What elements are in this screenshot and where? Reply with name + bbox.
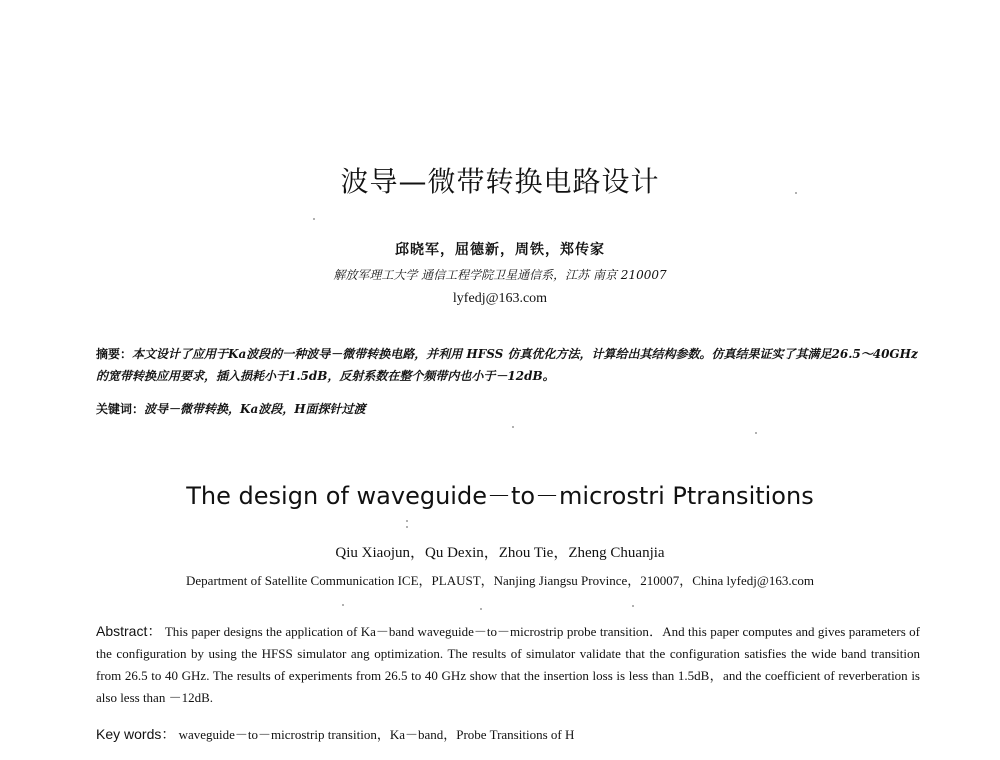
english-abstract-text: This paper designs the application of Ka－band waveguide－to－microstrip probe transition．And this paper computes and gives parameters of the configuration by using the HFSS simulator ang optimization. The results of simulator validate that the configuration satisfies the wide band transition from 26.5 to 40 GHz. The results of experiments from 26.5 to 40 GHz show that the insertion loss is less than 1.5dB，and the coefficient of reverberation is also less than －12dB. <box>96 624 920 705</box>
scan-speck <box>406 520 408 522</box>
english-keywords-label: Key words： <box>96 726 176 742</box>
scan-speck <box>313 218 315 220</box>
english-keywords <box>96 723 920 746</box>
chinese-keywords-text: 波导－微带转换，Ka波段，H面探针过渡 <box>144 402 366 416</box>
scan-speck <box>632 605 634 607</box>
chinese-keywords <box>96 398 924 420</box>
english-title: The design of waveguide－to－microstri Ptransitions <box>186 482 814 510</box>
chinese-abstract-text: 本文设计了应用于Ka波段的一种波导－微带转换电路，并利用 HFSS 仿真优化方法，计算给出其结构参数。仿真结果证实了其满足26.5～40GHz的宽带转换应用要求，插入损耗小于1.5dB，反射系数在整个频带内也小于－12dB。 <box>96 347 918 383</box>
english-abstract-label: Abstract： <box>96 623 162 639</box>
english-affiliation: Department of Satellite Communication ICE，PLAUST，Nanjing Jiangsu Province，210007，China lyfedj@163.com <box>186 573 814 588</box>
chinese-email: lyfedj@163.com <box>452 291 548 306</box>
scan-speck <box>480 608 482 610</box>
chinese-affiliation: 解放军理工大学 通信工程学院卫星通信系，江苏 南京 210007 <box>333 268 667 282</box>
scan-speck <box>512 426 514 428</box>
scan-speck <box>342 604 344 606</box>
chinese-abstract <box>96 343 924 387</box>
english-authors: Qiu Xiaojun，Qu Dexin，Zhou Tie，Zheng Chuanjia <box>335 545 665 561</box>
chinese-abstract-label: 摘要： <box>96 347 133 361</box>
scan-speck <box>795 192 797 194</box>
english-keywords-text: waveguide－to－microstrip transition，Ka－band，Probe Transitions of H <box>178 727 575 742</box>
chinese-keywords-label: 关键词： <box>96 402 145 416</box>
chinese-title: 波导—微带转换电路设计 <box>340 165 660 198</box>
scan-speck <box>755 432 757 434</box>
chinese-authors: 邱晓军，屈德新，周铁，郑传家 <box>395 242 605 258</box>
scan-speck <box>406 526 408 528</box>
english-abstract <box>96 620 920 709</box>
